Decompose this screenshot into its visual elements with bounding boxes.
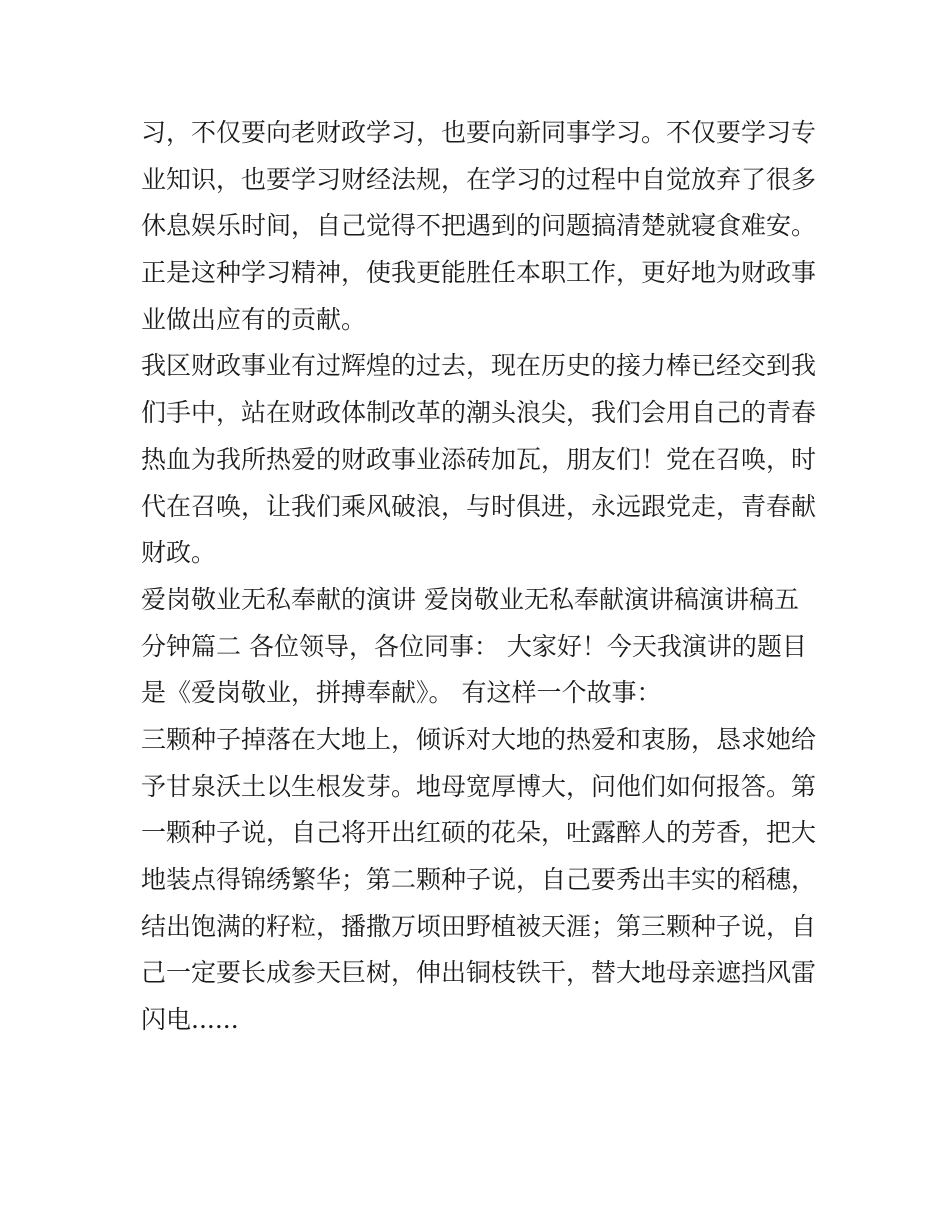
text-line: 们手中，站在财政体制改革的潮头浪尖，我们会用自己的青春 — [141, 398, 817, 428]
text-line: 爱岗敬业无私奉献的演讲 爱岗敬业无私奉献演讲稿演讲稿五 — [141, 584, 799, 614]
text-line: 是《爱岗敬业，拼搏奉献》。 有这样一个故事： — [141, 678, 662, 708]
text-line: 己一定要长成参天巨树，伸出铜枝铁干，替大地母亲遮挡风雷 — [141, 958, 817, 988]
document-body — [141, 110, 817, 1044]
text-line: 一颗种子说，自己将开出红硕的花朵，吐露醉人的芳香，把大 — [141, 818, 817, 848]
text-line: 分钟篇二 各位领导，各位同事： 大家好！今天我演讲的题目 — [141, 631, 807, 661]
text-line: 我区财政事业有过辉煌的过去，现在历史的接力棒已经交到我 — [141, 351, 817, 381]
text-line: 予甘泉沃土以生根发芽。地母宽厚博大，问他们如何报答。第 — [141, 771, 817, 801]
text-line: 闪电...... — [141, 1005, 239, 1035]
text-line: 业知识，也要学习财经法规，在学习的过程中自觉放弃了很多 — [141, 164, 817, 194]
text-line: 习，不仅要向老财政学习，也要向新同事学习。不仅要学习专 — [141, 118, 817, 147]
text-line: 代在召唤，让我们乘风破浪，与时俱进，永远跟党走，青春献 — [141, 491, 817, 521]
text-line: 业做出应有的贡献。 — [141, 304, 367, 334]
text-line: 三颗种子掉落在大地上，倾诉对大地的热爱和衷肠，恳求她给 — [141, 724, 817, 754]
text-line: 地装点得锦绣繁华；第二颗种子说，自己要秀出丰实的稻穗， — [141, 865, 817, 894]
text-line: 财政。 — [141, 538, 217, 568]
text-line: 休息娱乐时间，自己觉得不把遇到的问题搞清楚就寝食难安。 — [141, 211, 817, 241]
text-line: 结出饱满的籽粒，播撒万顷田野植被天涯；第三颗种子说，自 — [141, 911, 817, 941]
text-line: 热血为我所热爱的财政事业添砖加瓦，朋友们！党在召唤，时 — [141, 444, 817, 474]
text-line: 正是这种学习精神，使我更能胜任本职工作，更好地为财政事 — [141, 258, 817, 288]
